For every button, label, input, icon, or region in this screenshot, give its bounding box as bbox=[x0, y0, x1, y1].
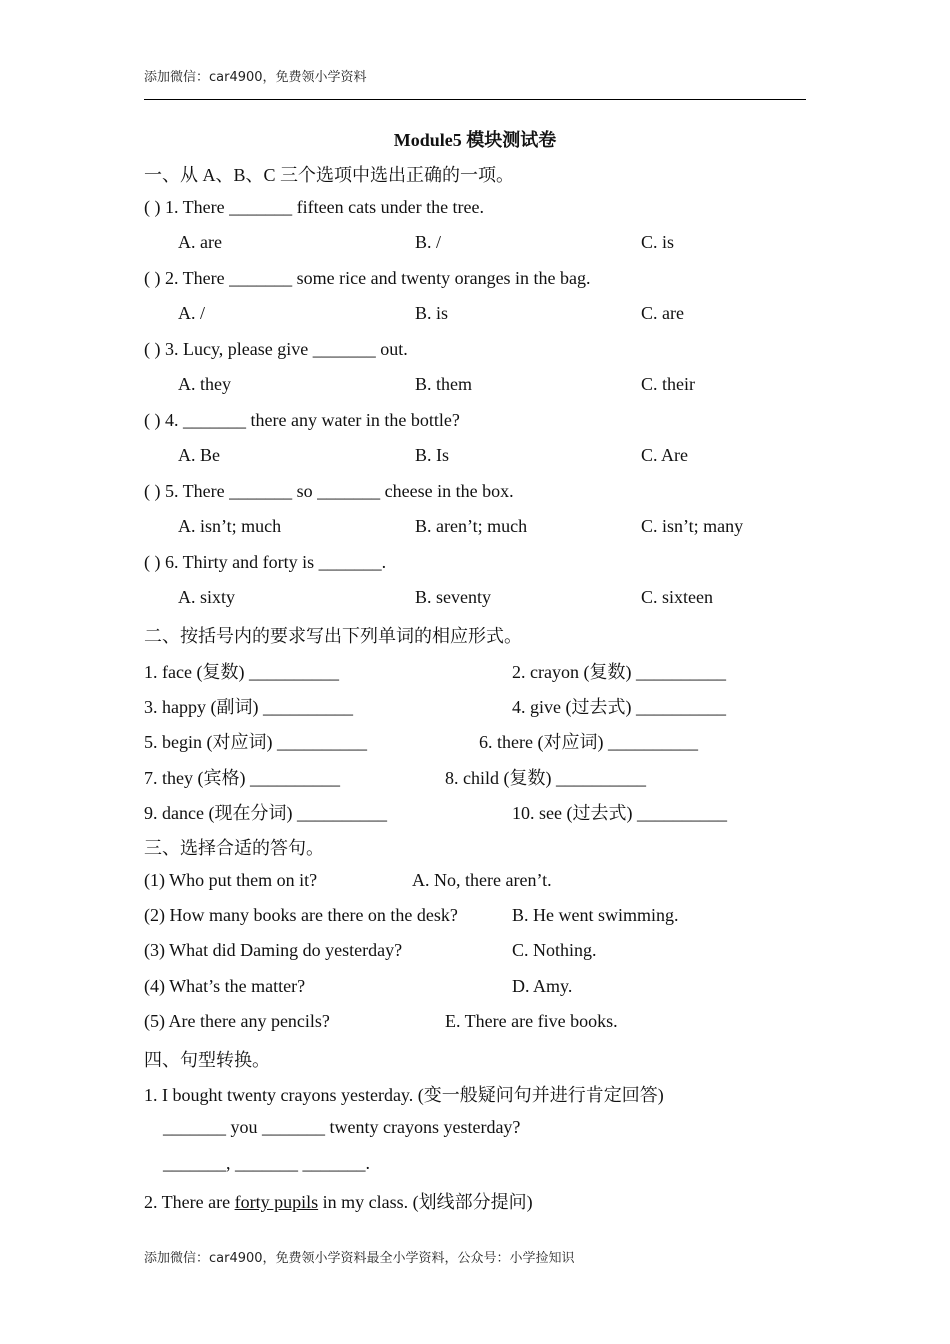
match-question: (3) What did Daming do yesterday? bbox=[144, 940, 403, 960]
transform-question-2 bbox=[144, 1188, 533, 1214]
footer-text: 添加微信：car4900，免费领小学资料最全小学资料，公众号：小学捡知识 bbox=[144, 1251, 575, 1266]
match-answer: C. Nothing. bbox=[512, 940, 597, 960]
match-answer: A. No, there aren’t. bbox=[412, 870, 552, 890]
option-c: C. their bbox=[641, 374, 695, 394]
option-c: C. Are bbox=[641, 445, 688, 465]
question-stem: ( ) 3. Lucy, please give _______ out. bbox=[144, 339, 408, 359]
transform-answer-line-1: _______ you _______ twenty crayons yesterday? bbox=[163, 1117, 521, 1137]
option-a: A. they bbox=[178, 374, 231, 394]
option-b: B. aren’t; much bbox=[415, 516, 528, 536]
option-b: B. seventy bbox=[415, 587, 491, 607]
question-stem: ( ) 6. Thirty and forty is _______. bbox=[144, 552, 387, 572]
transform-answer-line-2: _______, _______ _______. bbox=[163, 1153, 370, 1173]
word-form-item: 4. give (过去式) __________ bbox=[512, 697, 726, 717]
match-answer: D. Amy. bbox=[512, 976, 573, 996]
section1-heading: 一、从 A、B、C 三个选项中选出正确的一项。 bbox=[144, 165, 515, 185]
word-form-item: 7. they (宾格) __________ bbox=[144, 768, 340, 788]
option-b: B. / bbox=[415, 232, 442, 252]
question-stem: ( ) 4. _______ there any water in the bottle? bbox=[144, 410, 460, 430]
option-a: A. are bbox=[178, 232, 222, 252]
section4-heading: 四、句型转换。 bbox=[144, 1050, 270, 1070]
option-a: A. Be bbox=[178, 445, 220, 465]
match-answer: E. There are five books. bbox=[445, 1011, 618, 1031]
section2-heading: 二、按括号内的要求写出下列单词的相应形式。 bbox=[144, 626, 522, 646]
underlined-phrase: forty pupils bbox=[234, 1192, 319, 1212]
match-question: (2) How many books are there on the desk? bbox=[144, 905, 458, 925]
word-form-item: 10. see (过去式) __________ bbox=[512, 803, 727, 823]
option-c: C. sixteen bbox=[641, 587, 713, 607]
option-b: B. them bbox=[415, 374, 472, 394]
option-b: B. is bbox=[415, 303, 449, 323]
header-text: 添加微信：car4900，免费领小学资料 bbox=[144, 70, 367, 85]
section3-heading: 三、选择合适的答句。 bbox=[144, 838, 324, 858]
question-stem: ( ) 5. There _______ so _______ cheese in the box. bbox=[144, 481, 514, 501]
match-question: (1) Who put them on it? bbox=[144, 870, 318, 890]
page-title: Module5 模块测试卷 bbox=[393, 130, 557, 150]
option-c: C. is bbox=[641, 232, 675, 252]
word-form-item: 9. dance (现在分词) __________ bbox=[144, 803, 387, 823]
option-a: A. / bbox=[178, 303, 205, 323]
option-a: A. sixty bbox=[178, 587, 236, 607]
match-question: (5) Are there any pencils? bbox=[144, 1011, 330, 1031]
question-text-start: 2. There are bbox=[144, 1192, 235, 1212]
option-b: B. Is bbox=[415, 445, 450, 465]
header-divider bbox=[144, 99, 806, 100]
word-form-item: 2. crayon (复数) __________ bbox=[512, 662, 726, 682]
option-c: C. are bbox=[641, 303, 684, 323]
question-stem: ( ) 1. There _______ fifteen cats under the tree. bbox=[144, 197, 485, 217]
transform-question-1: 1. I bought twenty crayons yesterday. (变一般疑问句并进行肯定回答) bbox=[144, 1085, 664, 1105]
word-form-item: 1. face (复数) __________ bbox=[144, 662, 339, 682]
match-answer: B. He went swimming. bbox=[512, 905, 679, 925]
option-c: C. isn’t; many bbox=[641, 516, 744, 536]
word-form-item: 5. begin (对应词) __________ bbox=[144, 732, 367, 752]
word-form-item: 6. there (对应词) __________ bbox=[479, 732, 698, 752]
question-stem: ( ) 2. There _______ some rice and twenty oranges in the bag. bbox=[144, 268, 591, 288]
match-question: (4) What’s the matter? bbox=[144, 976, 306, 996]
word-form-item: 3. happy (副词) __________ bbox=[144, 697, 353, 717]
question-text-end: in my class. (划线部分提问) bbox=[318, 1192, 533, 1212]
word-form-item: 8. child (复数) __________ bbox=[445, 768, 646, 788]
option-a: A. isn’t; much bbox=[178, 516, 282, 536]
